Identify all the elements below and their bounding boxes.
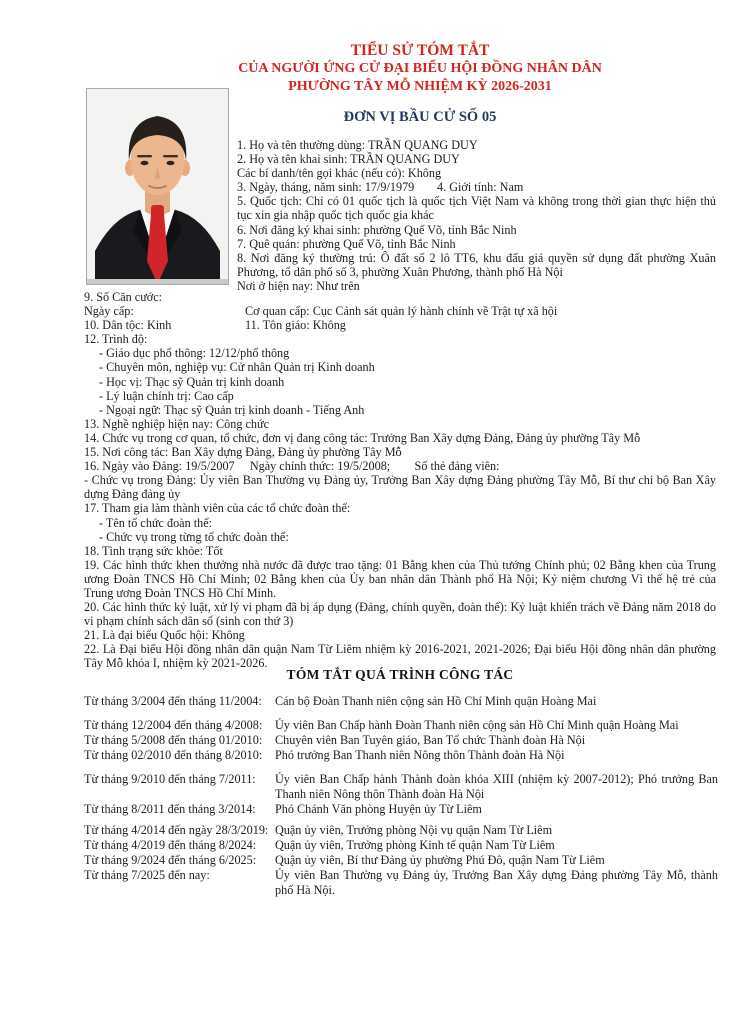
career-position: Phó Chánh Văn phòng Huyện ủy Từ Liêm (275, 802, 482, 816)
career-period: Từ tháng 3/2004 đến tháng 11/2004: (84, 694, 262, 708)
bio-line (237, 152, 716, 166)
bio-line-text: 1. Họ và tên thường dùng: TRẦN QUANG DUY (237, 138, 478, 152)
bio-line (84, 530, 716, 544)
candidate-photo (86, 88, 229, 285)
bio-line-text: 5. Quốc tịch: Chỉ có 01 quốc tịch là quốc tịch Việt Nam và không trong thời gian thực hiện thủ tục xin gia nhập quốc tịch quốc gia khác (237, 194, 716, 223)
career-period: Từ tháng 9/2024 đến tháng 6/2025: (84, 853, 257, 867)
bio-line-text: 20. Các hình thức kỷ luật, xử lý vi phạm đã bị áp dụng (Đảng, chính quyền, đoàn thể): Kỷ luật khiển trách về Đảng năm 2018 do vi phạm chính sách dân số (sinh con thứ 3) (84, 600, 716, 629)
career-period: Từ tháng 02/2010 đến tháng 8/2010: (84, 748, 263, 762)
bio-line (84, 375, 716, 389)
bio-line-text: 13. Nghề nghiệp hiện nay: Công chức (84, 416, 269, 431)
bio-line-text: - Chức vụ trong Đảng: Ủy viên Ban Thường vụ Đảng ủy, Trưởng Ban Xây dựng Đảng phường Tây Mỗ, Bí thư chi bộ Ban Xây dựng Đảng đảng ủy (84, 473, 716, 502)
bio-line (84, 558, 716, 600)
bio-section-full-width (84, 290, 716, 671)
bio-line-text: 6. Nơi đăng ký khai sinh: phường Quế Võ, tỉnh Bắc Ninh (237, 222, 517, 237)
bio-line (84, 544, 716, 558)
career-section-title: TÓM TẮT QUÁ TRÌNH CÔNG TÁC (286, 667, 514, 682)
bio-line (84, 445, 716, 459)
bio-line-text: 16. Ngày vào Đảng: 19/5/2007 Ngày chính thức: 19/5/2008; Số thẻ đảng viên: (84, 459, 500, 474)
bio-line (84, 501, 716, 515)
career-period: Từ tháng 4/2014 đến ngày 28/3/2019: (84, 823, 269, 837)
career-position: Quận ủy viên, Trưởng phòng Kinh tế quận Nam Từ Liêm (275, 838, 555, 852)
career-row (84, 853, 718, 868)
bio-line (84, 431, 716, 445)
bio-line (84, 332, 716, 346)
bio-line-text: 22. Là Đại biểu Hội đồng nhân dân quận Nam Từ Liêm nhiệm kỳ 2016-2021, 2021-2026; Đại biểu Hội đồng nhân dân phường Tây Mỗ khóa I, nhiệm kỳ 2021-2026. (84, 642, 716, 671)
bio-line (84, 346, 716, 360)
bio-line-text: 3. Ngày, tháng, năm sinh: 17/9/1979 (237, 180, 415, 195)
bio-line (237, 251, 716, 279)
doc-title-line-3: PHƯỜNG TÂY MỖ NHIỆM KỲ 2026-2031 (288, 79, 552, 94)
bio-line-text: Ngày cấp: (84, 304, 134, 319)
bio-line (84, 290, 716, 304)
bio-line-text: - Lý luận chính trị: Cao cấp (99, 388, 234, 403)
career-position: Ủy viên Ban Chấp hành Đoàn Thanh niên cộng sản Hồ Chí Minh quận Hoàng Mai (275, 718, 679, 732)
bio-line (84, 516, 716, 530)
bio-line-text: 21. Là đại biểu Quốc hội: Không (84, 628, 245, 643)
career-row (84, 733, 718, 748)
bio-line (84, 417, 716, 431)
bio-line (237, 237, 716, 251)
career-row (84, 718, 718, 733)
bio-line (237, 138, 716, 152)
bio-section-photo-side (237, 138, 716, 293)
doc-title-line-1: TIỂU SỬ TÓM TẮT (350, 42, 490, 59)
career-row (84, 748, 718, 763)
career-row (84, 823, 718, 838)
bio-line-text: - Học vị: Thạc sỹ Quản trị kinh doanh (99, 374, 285, 389)
bio-line (84, 473, 716, 501)
bio-line-text: 14. Chức vụ trong cơ quan, tổ chức, đơn vị đang công tác: Trưởng Ban Xây dựng Đảng, Đảng ủy phường Tây Mỗ (84, 430, 641, 445)
career-period: Từ tháng 4/2019 đến tháng 8/2024: (84, 838, 257, 852)
bio-line (84, 600, 716, 628)
bio-line-text: 17. Tham gia làm thành viên của các tổ chức đoàn thể: (84, 501, 351, 516)
bio-line-text: Các bí danh/tên gọi khác (nếu có): Không (237, 166, 442, 181)
bio-line (84, 304, 716, 318)
bio-line (237, 223, 716, 237)
career-position: Quận ủy viên, Bí thư Đảng ủy phường Phú Đô, quận Nam Từ Liêm (275, 853, 605, 867)
bio-line-second-column: Cơ quan cấp: Cục Cảnh sát quản lý hành chính về Trật tự xã hội (245, 304, 558, 319)
portrait-illustration (87, 89, 228, 284)
career-period: Từ tháng 12/2004 đến tháng 4/2008: (84, 718, 263, 732)
bio-line (84, 459, 716, 473)
career-period: Từ tháng 9/2010 đến tháng 7/2011: (84, 772, 256, 786)
career-period: Từ tháng 8/2011 đến tháng 3/2014: (84, 802, 256, 816)
bio-line-text: 9. Số Căn cước: (84, 290, 163, 304)
career-row (84, 838, 718, 853)
career-position: Cán bộ Đoàn Thanh niên cộng sản Hồ Chí Minh quận Hoàng Mai (275, 694, 597, 708)
bio-line-text: 18. Tình trạng sức khỏe: Tốt (84, 543, 223, 558)
bio-line-text: 15. Nơi công tác: Ban Xây dựng Đảng, Đảng ủy phường Tây Mỗ (84, 445, 402, 460)
bio-line-text: - Giáo dục phổ thông: 12/12/phổ thông (99, 346, 290, 361)
career-history-table (84, 694, 718, 898)
doc-title-line-2: CỦA NGƯỜI ỨNG CỬ ĐẠI BIỂU HỘI ĐỒNG NHÂN DÂN (238, 61, 602, 76)
career-position: Phó trưởng Ban Thanh niên Nông thôn Thành đoàn Hà Nội (275, 748, 565, 762)
career-position: Ủy viên Ban Chấp hành Thành đoàn khóa XIII (nhiệm kỳ 2007-2012); Phó trưởng Ban Thanh niên Nông thôn Thành đoàn Hà Nội (275, 772, 718, 801)
bio-line (84, 389, 716, 403)
bio-line-text: 19. Các hình thức khen thưởng nhà nước đã được trao tặng: 01 Bằng khen của Thủ tướng Chính phủ; 02 Bằng khen của Trung ương Đoàn TNCS Hồ Chí Minh; 02 Bằng khen của Ủy ban nhân dân Thành phố Hà Nội; Kỷ niệm chương Vì thế hệ trẻ của Trung ương Đoàn TNCS Hồ Chí Minh. (84, 557, 716, 600)
bio-line-text: - Tên tổ chức đoàn thể: (99, 515, 212, 530)
bio-line-text: 10. Dân tộc: Kinh (84, 318, 172, 333)
career-period: Từ tháng 7/2025 đến nay: (84, 868, 210, 882)
career-position: Chuyên viên Ban Tuyên giáo, Ban Tổ chức Thành đoàn Hà Nội (275, 733, 586, 747)
career-position: Quận ủy viên, Trưởng phòng Nội vụ quận Nam Từ Liêm (275, 823, 553, 837)
career-row (84, 802, 718, 817)
bio-line-second-column: 4. Giới tính: Nam (437, 180, 524, 195)
bio-line (84, 360, 716, 374)
bio-line-text: 8. Nơi đăng ký thường trú: Ô đất số 2 lô TT6, khu đấu giá quyền sử dụng đất phường Xuân Phương, tổ dân phố số 3, phường Xuân Phương, thành phố Hà Nội (237, 250, 716, 279)
bio-line (84, 403, 716, 417)
bio-line (237, 194, 716, 222)
career-position: Ủy viên Ban Thường vụ Đảng ủy, Trưởng Ban Xây dựng Đảng phường Tây Mỗ, thành phố Hà Nội. (275, 868, 718, 897)
bio-line (84, 318, 716, 332)
bio-line-text: - Ngoại ngữ: Thạc sỹ Quản trị kinh doanh - Tiếng Anh (99, 402, 365, 417)
career-row (84, 694, 718, 709)
bio-line (237, 180, 716, 194)
bio-line-text: 7. Quê quán: phường Quế Võ, tỉnh Bắc Ninh (237, 236, 456, 251)
bio-line-text: 12. Trình độ: (84, 332, 148, 347)
bio-line-text: - Chức vụ trong từng tổ chức đoàn thể: (99, 529, 289, 544)
bio-line-second-column: 11. Tôn giáo: Không (245, 318, 346, 333)
bio-line (84, 628, 716, 642)
bio-line-text: Nơi ở hiện nay: Như trên (237, 278, 360, 293)
career-period: Từ tháng 5/2008 đến tháng 01/2010: (84, 733, 263, 747)
election-unit-label: ĐƠN VỊ BẦU CỬ SỐ 05 (343, 109, 497, 125)
bio-line-text: 2. Họ và tên khai sinh: TRẦN QUANG DUY (237, 152, 460, 167)
career-row (84, 868, 718, 898)
bio-line (237, 166, 716, 180)
career-row (84, 772, 718, 802)
bio-line-text: - Chuyên môn, nghiệp vụ: Cử nhân Quản trị Kinh doanh (99, 360, 375, 375)
